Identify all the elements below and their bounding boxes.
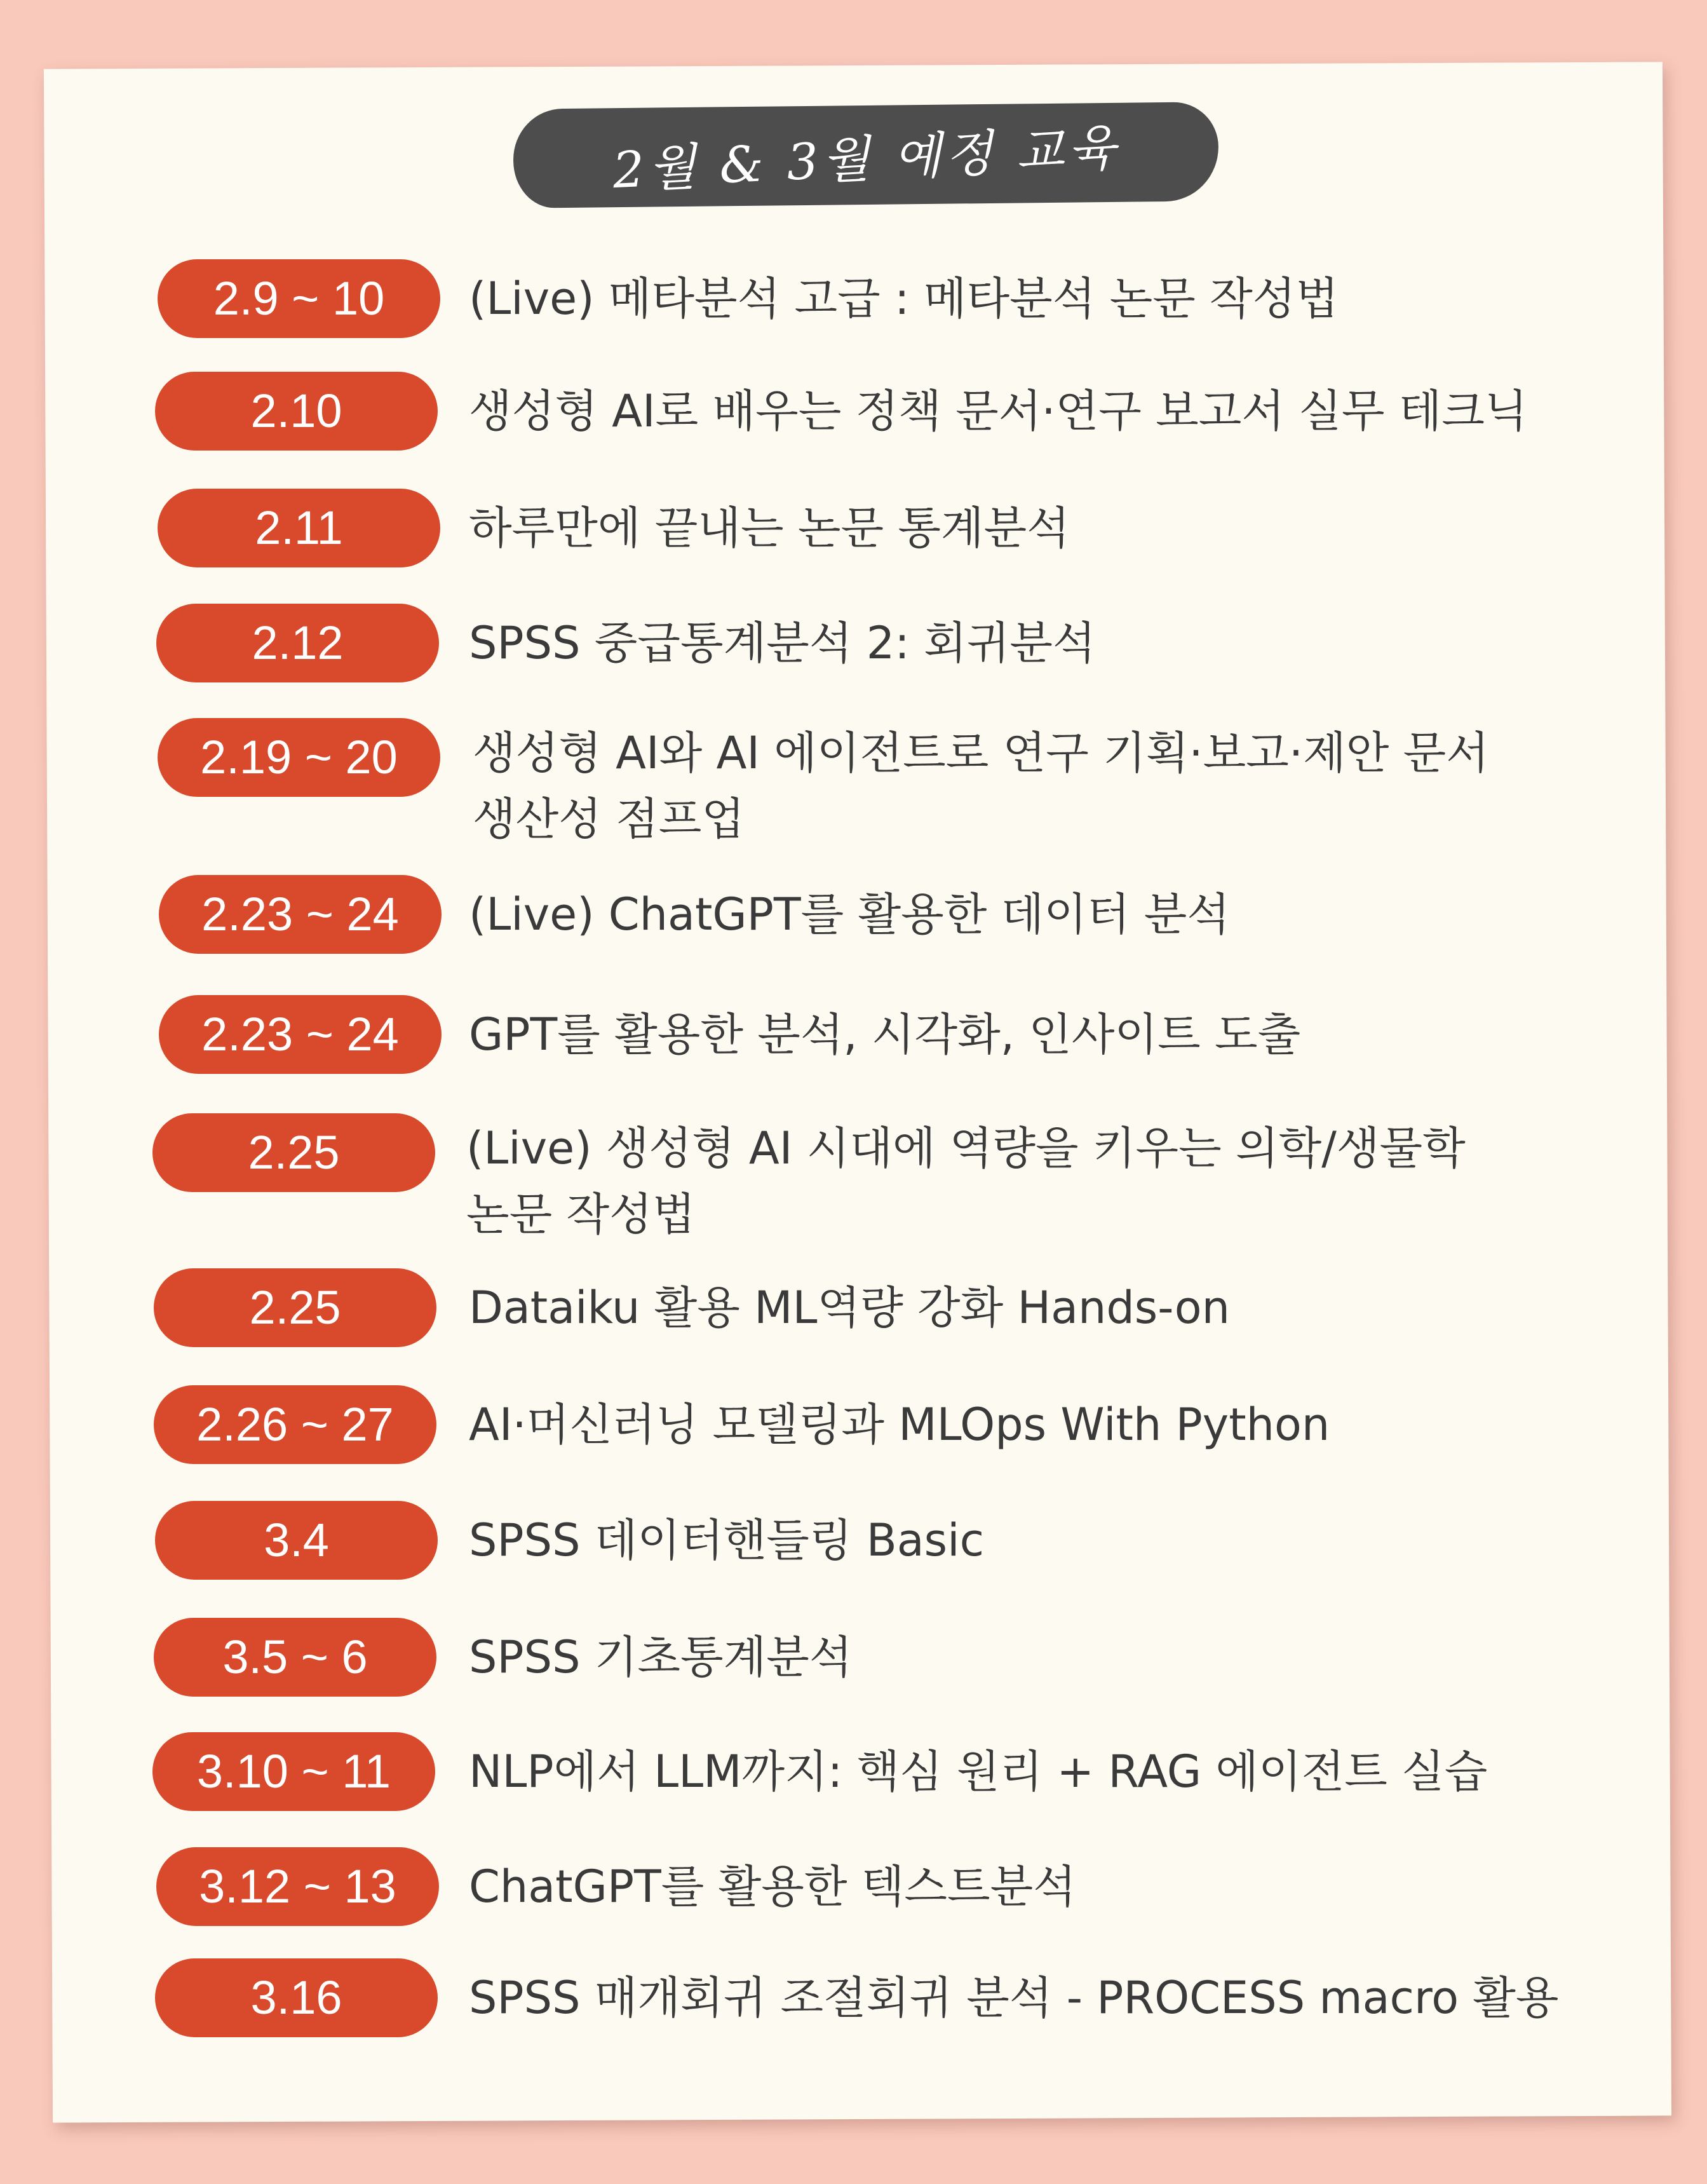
date-badge: 3.4 <box>155 1501 438 1580</box>
course-title: Dataiku 활용 ML역량 강화 Hands-on <box>469 1282 1231 1334</box>
course-title: (Live) ChatGPT를 활용한 데이터 분석 <box>469 888 1230 940</box>
date-badge: 2.19 ~ 20 <box>158 718 440 797</box>
date-badge: 3.12 ~ 13 <box>156 1847 439 1926</box>
course-title: SPSS 데이터핸들링 Basic <box>469 1514 985 1566</box>
course-title: AI·머신러닝 모델링과 MLOps With Python <box>469 1399 1330 1451</box>
paper-card <box>44 62 1671 2122</box>
date-badge: 3.10 ~ 11 <box>152 1732 435 1811</box>
date-badge: 2.25 <box>154 1268 436 1347</box>
title-banner <box>513 102 1219 208</box>
course-title: SPSS 기초통계분석 <box>469 1631 853 1683</box>
page-title: 2월 & 3월 예정 교육 <box>611 119 1121 200</box>
date-badge: 2.23 ~ 24 <box>159 995 442 1074</box>
course-title: SPSS 중급통계분석 2: 회귀분석 <box>469 617 1096 669</box>
course-title: (Live) 생성형 AI 시대에 역량을 키우는 의학/생물학 논문 작성법 <box>466 1122 1466 1240</box>
date-badge: 2.11 <box>158 489 440 567</box>
course-title: ChatGPT를 활용한 텍스트분석 <box>469 1861 1076 1913</box>
date-badge: 2.10 <box>155 372 438 451</box>
course-title: 생성형 AI와 AI 에이전트로 연구 기획·보고·제안 문서 생산성 점프업 <box>473 727 1489 845</box>
course-title: (Live) 메타분석 고급 : 메타분석 논문 작성법 <box>469 273 1339 325</box>
course-title: SPSS 매개회귀 조절회귀 분석 - PROCESS macro 활용 <box>469 1972 1559 2024</box>
date-badge: 3.5 ~ 6 <box>154 1618 436 1697</box>
course-title: GPT를 활용한 분석, 시각화, 인사이트 도출 <box>469 1008 1301 1061</box>
date-badge: 2.12 <box>156 604 439 682</box>
course-title: NLP에서 LLM까지: 핵심 원리 + RAG 에이전트 실습 <box>469 1746 1488 1798</box>
date-badge: 3.16 <box>155 1958 438 2037</box>
date-badge: 2.25 <box>152 1113 435 1192</box>
course-title: 하루만에 끝내는 논문 통계분석 <box>469 502 1070 554</box>
course-title: 생성형 AI로 배우는 정책 문서·연구 보고서 실무 테크닉 <box>469 385 1528 437</box>
date-badge: 2.9 ~ 10 <box>158 259 440 338</box>
date-badge: 2.23 ~ 24 <box>159 875 442 954</box>
date-badge: 2.26 ~ 27 <box>154 1385 436 1464</box>
